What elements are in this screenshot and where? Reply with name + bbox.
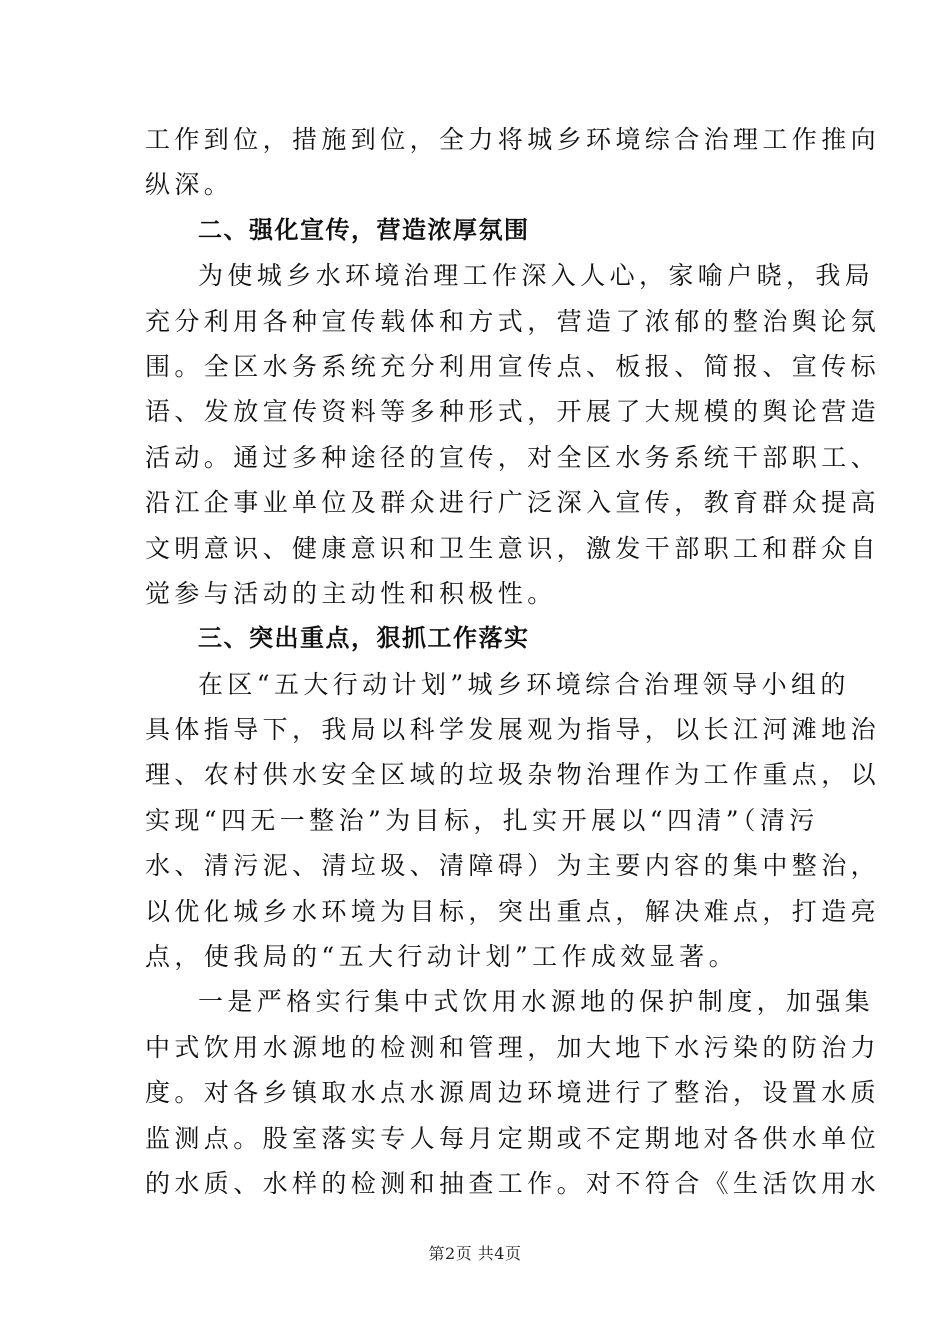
text-line: 监测点。股室落实专人每月定期或不定期地对各供水单位 <box>145 1123 881 1153</box>
section-heading: 二、强化宣传，营造浓厚氛围 <box>198 215 530 244</box>
text-line: 实现“四无一整治”为目标，扎实开展以“四清”（清污 <box>145 805 819 835</box>
text-line: 工作到位，措施到位，全力将城乡环境综合治理工作推向 <box>145 125 881 154</box>
text-line: 觉参与活动的主动性和积极性。 <box>145 578 557 608</box>
text-line: 沿江企事业单位及群众进行广泛深入宣传，教育群众提高 <box>145 488 881 518</box>
page-number-footer: 第2页 共4页 <box>428 1244 522 1263</box>
document-body <box>145 117 881 1206</box>
paragraph-first-line: 在区“五大行动计划”城乡环境综合治理领导小组的 <box>198 669 850 699</box>
text-line: 水、清污泥、清垃圾、清障碍）为主要内容的集中整治， <box>145 851 881 881</box>
text-line: 文明意识、健康意识和卫生意识，激发干部职工和群众自 <box>145 533 881 563</box>
text-line: 理、农村供水安全区域的垃圾杂物治理作为工作重点，以 <box>145 760 881 790</box>
text-line: 度。对各乡镇取水点水源周边环境进行了整治，设置水质 <box>145 1078 881 1108</box>
paragraph-first-line: 为使城乡水环境治理工作深入人心，家喻户晓，我局 <box>198 261 875 291</box>
text-line: 具体指导下，我局以科学发展观为指导，以长江河滩地治 <box>145 715 881 745</box>
section-heading: 三、突出重点，狠抓工作落实 <box>198 624 530 653</box>
text-line: 中式饮用水源地的检测和管理，加大地下水污染的防治力 <box>145 1032 881 1062</box>
paragraph-first-line: 一是严格实行集中式饮用水源地的保护制度，加强集 <box>198 987 875 1017</box>
text-line: 纵深。 <box>145 170 234 200</box>
text-line: 围。全区水务系统充分利用宣传点、板报、简报、宣传标 <box>145 351 881 381</box>
text-line: 的水质、水样的检测和抽查工作。对不符合《生活饮用水 <box>145 1168 881 1198</box>
text-line: 点，使我局的“五大行动计划”工作成效显著。 <box>145 942 738 972</box>
text-line: 以优化城乡水环境为目标，突出重点，解决难点，打造亮 <box>145 896 881 926</box>
text-line: 语、发放宣传资料等多种形式，开展了大规模的舆论营造 <box>145 397 881 427</box>
text-line: 活动。通过多种途径的宣传，对全区水务系统干部职工、 <box>145 442 881 472</box>
text-line: 充分利用各种宣传载体和方式，营造了浓郁的整治舆论氛 <box>145 306 881 336</box>
